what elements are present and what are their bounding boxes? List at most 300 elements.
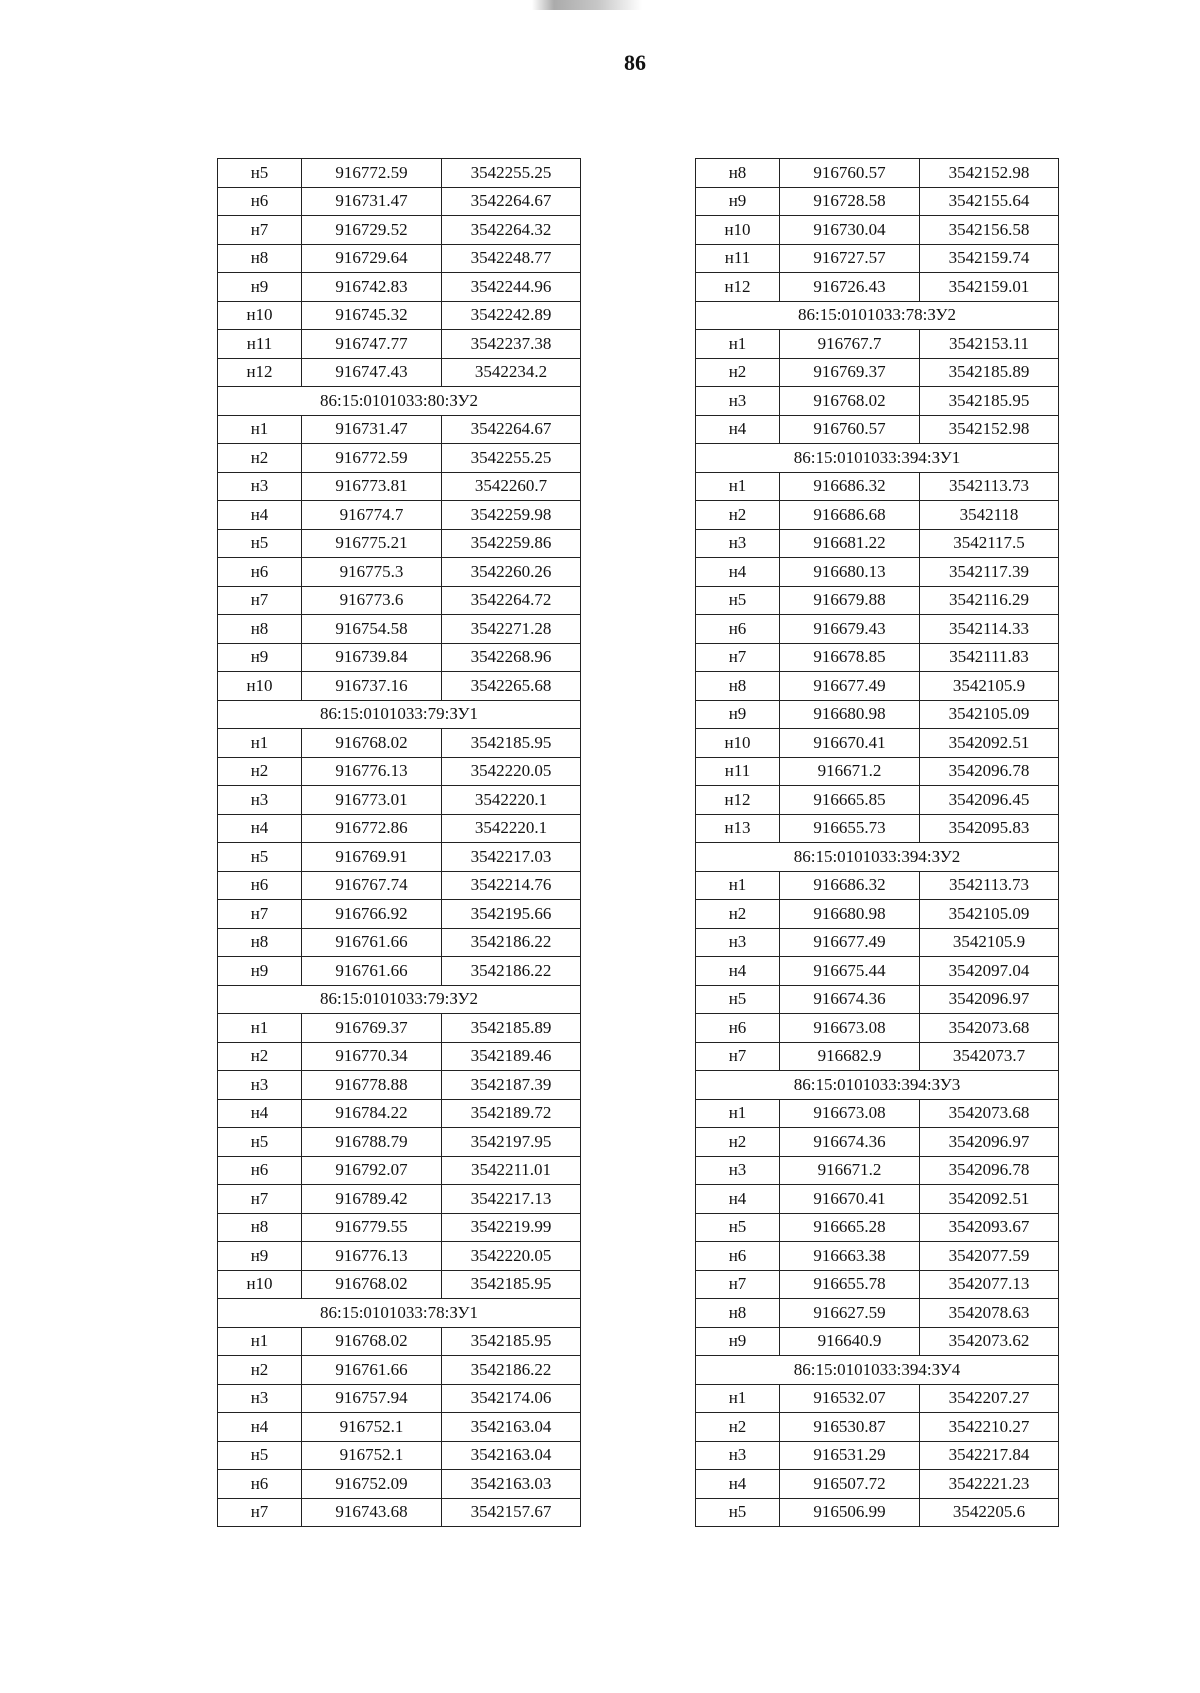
x-coordinate-cell: 916772.59	[302, 444, 442, 473]
x-coordinate-cell: 916678.85	[780, 643, 920, 672]
table-row	[696, 900, 1059, 929]
x-coordinate-cell: 916788.79	[302, 1128, 442, 1157]
x-coordinate-cell: 916757.94	[302, 1384, 442, 1413]
y-coordinate-cell: 3542113.73	[920, 472, 1059, 501]
table-row	[696, 159, 1059, 188]
x-coordinate-cell: 916773.01	[302, 786, 442, 815]
x-coordinate-cell: 916778.88	[302, 1071, 442, 1100]
point-id-cell: н9	[218, 643, 302, 672]
x-coordinate-cell: 916663.38	[780, 1242, 920, 1271]
x-coordinate-cell: 916779.55	[302, 1213, 442, 1242]
table-row	[696, 472, 1059, 501]
x-coordinate-cell: 916729.52	[302, 216, 442, 245]
table-row	[696, 529, 1059, 558]
y-coordinate-cell: 3542264.32	[442, 216, 581, 245]
point-id-cell: н7	[218, 586, 302, 615]
table-row	[218, 1470, 581, 1499]
point-id-cell: н5	[696, 1498, 780, 1527]
table-row	[218, 643, 581, 672]
x-coordinate-cell: 916686.68	[780, 501, 920, 530]
table-row	[696, 786, 1059, 815]
point-id-cell: н12	[696, 786, 780, 815]
x-coordinate-cell: 916752.1	[302, 1413, 442, 1442]
table-row	[696, 615, 1059, 644]
table-row	[696, 558, 1059, 587]
parcel-cadastral-number: 86:15:0101033:79:ЗУ1	[218, 700, 581, 729]
table-row	[218, 558, 581, 587]
x-coordinate-cell: 916680.98	[780, 700, 920, 729]
x-coordinate-cell: 916674.36	[780, 1128, 920, 1157]
point-id-cell: н7	[218, 900, 302, 929]
x-coordinate-cell: 916680.98	[780, 900, 920, 929]
point-id-cell: н2	[218, 757, 302, 786]
table-row	[696, 1498, 1059, 1527]
point-id-cell: н1	[218, 415, 302, 444]
y-coordinate-cell: 3542105.09	[920, 900, 1059, 929]
y-coordinate-cell: 3542157.67	[442, 1498, 581, 1527]
y-coordinate-cell: 3542159.74	[920, 244, 1059, 273]
x-coordinate-cell: 916727.57	[780, 244, 920, 273]
x-coordinate-cell: 916752.1	[302, 1441, 442, 1470]
table-row	[696, 672, 1059, 701]
table-row	[696, 358, 1059, 387]
point-id-cell: н5	[218, 159, 302, 188]
point-id-cell: н2	[696, 501, 780, 530]
y-coordinate-cell: 3542217.03	[442, 843, 581, 872]
table-row	[218, 1270, 581, 1299]
point-id-cell: н7	[696, 643, 780, 672]
x-coordinate-cell: 916730.04	[780, 216, 920, 245]
table-row	[696, 700, 1059, 729]
point-id-cell: н1	[696, 1099, 780, 1128]
y-coordinate-cell: 3542189.72	[442, 1099, 581, 1128]
table-row	[696, 1299, 1059, 1328]
x-coordinate-cell: 916760.57	[780, 159, 920, 188]
x-coordinate-cell: 916747.43	[302, 358, 442, 387]
x-coordinate-cell: 916775.3	[302, 558, 442, 587]
x-coordinate-cell: 916729.64	[302, 244, 442, 273]
x-coordinate-cell: 916768.02	[780, 387, 920, 416]
y-coordinate-cell: 3542195.66	[442, 900, 581, 929]
point-id-cell: н3	[218, 1384, 302, 1413]
y-coordinate-cell: 3542118	[920, 501, 1059, 530]
x-coordinate-cell: 916769.37	[302, 1014, 442, 1043]
point-id-cell: н3	[696, 529, 780, 558]
y-coordinate-cell: 3542097.04	[920, 957, 1059, 986]
x-coordinate-cell: 916776.13	[302, 1242, 442, 1271]
point-id-cell: н5	[218, 529, 302, 558]
table-row	[696, 187, 1059, 216]
point-id-cell: н4	[218, 814, 302, 843]
point-id-cell: н2	[218, 1042, 302, 1071]
table-row	[218, 358, 581, 387]
table-row	[218, 330, 581, 359]
point-id-cell: н6	[696, 1242, 780, 1271]
table-row	[696, 1327, 1059, 1356]
point-id-cell: н2	[218, 444, 302, 473]
x-coordinate-cell: 916742.83	[302, 273, 442, 302]
table-row	[218, 586, 581, 615]
y-coordinate-cell: 3542205.6	[920, 1498, 1059, 1527]
point-id-cell: н4	[696, 415, 780, 444]
point-id-cell: н9	[696, 1327, 780, 1356]
y-coordinate-cell: 3542152.98	[920, 159, 1059, 188]
x-coordinate-cell: 916768.02	[302, 1270, 442, 1299]
table-row	[218, 301, 581, 330]
point-id-cell: н11	[218, 330, 302, 359]
y-coordinate-cell: 3542113.73	[920, 871, 1059, 900]
point-id-cell: н1	[218, 729, 302, 758]
parcel-cadastral-number: 86:15:0101033:80:ЗУ2	[218, 387, 581, 416]
x-coordinate-cell: 916761.66	[302, 1356, 442, 1385]
point-id-cell: н1	[696, 1384, 780, 1413]
point-id-cell: н10	[218, 301, 302, 330]
y-coordinate-cell: 3542214.76	[442, 871, 581, 900]
point-id-cell: н12	[696, 273, 780, 302]
table-row	[696, 643, 1059, 672]
table-row	[218, 159, 581, 188]
table-row	[696, 757, 1059, 786]
x-coordinate-cell: 916766.92	[302, 900, 442, 929]
y-coordinate-cell: 3542163.04	[442, 1441, 581, 1470]
table-row	[218, 814, 581, 843]
x-coordinate-cell: 916761.66	[302, 928, 442, 957]
parcel-cadastral-number: 86:15:0101033:394:ЗУ4	[696, 1356, 1059, 1385]
table-row	[218, 415, 581, 444]
y-coordinate-cell: 3542220.05	[442, 757, 581, 786]
x-coordinate-cell: 916679.88	[780, 586, 920, 615]
table-row	[218, 900, 581, 929]
table-row	[696, 1384, 1059, 1413]
table-row	[696, 501, 1059, 530]
x-coordinate-cell: 916789.42	[302, 1185, 442, 1214]
y-coordinate-cell: 3542189.46	[442, 1042, 581, 1071]
table-row	[218, 729, 581, 758]
y-coordinate-cell: 3542221.23	[920, 1470, 1059, 1499]
table-row	[218, 843, 581, 872]
y-coordinate-cell: 3542259.86	[442, 529, 581, 558]
y-coordinate-cell: 3542244.96	[442, 273, 581, 302]
x-coordinate-cell: 916768.02	[302, 1327, 442, 1356]
table-row	[218, 928, 581, 957]
x-coordinate-cell: 916677.49	[780, 672, 920, 701]
x-coordinate-cell: 916681.22	[780, 529, 920, 558]
y-coordinate-cell: 3542248.77	[442, 244, 581, 273]
table-row	[696, 586, 1059, 615]
point-id-cell: н3	[696, 1441, 780, 1470]
point-id-cell: н10	[696, 729, 780, 758]
x-coordinate-cell: 916792.07	[302, 1156, 442, 1185]
point-id-cell: н5	[696, 1213, 780, 1242]
y-coordinate-cell: 3542096.97	[920, 985, 1059, 1014]
x-coordinate-cell: 916507.72	[780, 1470, 920, 1499]
point-id-cell: н9	[218, 1242, 302, 1271]
y-coordinate-cell: 3542260.7	[442, 472, 581, 501]
x-coordinate-cell: 916784.22	[302, 1099, 442, 1128]
table-row	[696, 216, 1059, 245]
y-coordinate-cell: 3542255.25	[442, 159, 581, 188]
x-coordinate-cell: 916680.13	[780, 558, 920, 587]
point-id-cell: н7	[696, 1270, 780, 1299]
y-coordinate-cell: 3542264.67	[442, 187, 581, 216]
x-coordinate-cell: 916770.34	[302, 1042, 442, 1071]
point-id-cell: н9	[696, 700, 780, 729]
table-row	[218, 1384, 581, 1413]
table-row	[696, 985, 1059, 1014]
x-coordinate-cell: 916731.47	[302, 415, 442, 444]
point-id-cell: н2	[696, 1413, 780, 1442]
parcel-header-row	[218, 1299, 581, 1328]
x-coordinate-cell: 916760.57	[780, 415, 920, 444]
y-coordinate-cell: 3542077.59	[920, 1242, 1059, 1271]
parcel-header-row	[218, 700, 581, 729]
y-coordinate-cell: 3542185.95	[442, 1327, 581, 1356]
x-coordinate-cell: 916670.41	[780, 729, 920, 758]
y-coordinate-cell: 3542220.1	[442, 814, 581, 843]
point-id-cell: н8	[696, 159, 780, 188]
point-id-cell: н6	[696, 1014, 780, 1043]
x-coordinate-cell: 916745.32	[302, 301, 442, 330]
x-coordinate-cell: 916673.08	[780, 1099, 920, 1128]
y-coordinate-cell: 3542078.63	[920, 1299, 1059, 1328]
y-coordinate-cell: 3542073.7	[920, 1042, 1059, 1071]
table-row	[696, 330, 1059, 359]
point-id-cell: н5	[218, 1128, 302, 1157]
point-id-cell: н8	[218, 615, 302, 644]
table-row	[696, 415, 1059, 444]
point-id-cell: н4	[696, 1470, 780, 1499]
table-row	[218, 1185, 581, 1214]
table-row	[218, 1327, 581, 1356]
table-row	[696, 1014, 1059, 1043]
x-coordinate-cell: 916769.37	[780, 358, 920, 387]
x-coordinate-cell: 916677.49	[780, 928, 920, 957]
point-id-cell: н2	[696, 358, 780, 387]
x-coordinate-cell: 916674.36	[780, 985, 920, 1014]
table-row	[218, 1156, 581, 1185]
y-coordinate-cell: 3542073.68	[920, 1099, 1059, 1128]
y-coordinate-cell: 3542096.97	[920, 1128, 1059, 1157]
y-coordinate-cell: 3542219.99	[442, 1213, 581, 1242]
y-coordinate-cell: 3542185.95	[442, 729, 581, 758]
y-coordinate-cell: 3542260.26	[442, 558, 581, 587]
x-coordinate-cell: 916665.85	[780, 786, 920, 815]
x-coordinate-cell: 916531.29	[780, 1441, 920, 1470]
y-coordinate-cell: 3542268.96	[442, 643, 581, 672]
y-coordinate-cell: 3542105.9	[920, 928, 1059, 957]
table-row	[696, 1185, 1059, 1214]
table-row	[218, 529, 581, 558]
table-row	[696, 1128, 1059, 1157]
x-coordinate-cell: 916671.2	[780, 757, 920, 786]
y-coordinate-cell: 3542155.64	[920, 187, 1059, 216]
y-coordinate-cell: 3542096.45	[920, 786, 1059, 815]
table-row	[696, 1441, 1059, 1470]
scan-artifact	[532, 0, 642, 10]
x-coordinate-cell: 916728.58	[780, 187, 920, 216]
x-coordinate-cell: 916665.28	[780, 1213, 920, 1242]
y-coordinate-cell: 3542271.28	[442, 615, 581, 644]
y-coordinate-cell: 3542116.29	[920, 586, 1059, 615]
point-id-cell: н4	[696, 1185, 780, 1214]
point-id-cell: н4	[218, 501, 302, 530]
point-id-cell: н6	[696, 615, 780, 644]
table-row	[696, 1099, 1059, 1128]
y-coordinate-cell: 3542093.67	[920, 1213, 1059, 1242]
x-coordinate-cell: 916769.91	[302, 843, 442, 872]
y-coordinate-cell: 3542153.11	[920, 330, 1059, 359]
parcel-cadastral-number: 86:15:0101033:394:ЗУ2	[696, 843, 1059, 872]
point-id-cell: н7	[218, 216, 302, 245]
y-coordinate-cell: 3542105.9	[920, 672, 1059, 701]
y-coordinate-cell: 3542163.03	[442, 1470, 581, 1499]
y-coordinate-cell: 3542114.33	[920, 615, 1059, 644]
y-coordinate-cell: 3542234.2	[442, 358, 581, 387]
x-coordinate-cell: 916774.7	[302, 501, 442, 530]
table-row	[218, 1099, 581, 1128]
x-coordinate-cell: 916673.08	[780, 1014, 920, 1043]
y-coordinate-cell: 3542264.67	[442, 415, 581, 444]
x-coordinate-cell: 916767.7	[780, 330, 920, 359]
x-coordinate-cell: 916772.86	[302, 814, 442, 843]
table-row	[218, 244, 581, 273]
y-coordinate-cell: 3542095.83	[920, 814, 1059, 843]
y-coordinate-cell: 3542259.98	[442, 501, 581, 530]
parcel-cadastral-number: 86:15:0101033:394:ЗУ1	[696, 444, 1059, 473]
y-coordinate-cell: 3542096.78	[920, 757, 1059, 786]
parcel-header-row	[218, 387, 581, 416]
point-id-cell: н1	[696, 330, 780, 359]
parcel-header-row	[696, 1071, 1059, 1100]
table-row	[218, 1356, 581, 1385]
x-coordinate-cell: 916532.07	[780, 1384, 920, 1413]
point-id-cell: н3	[696, 387, 780, 416]
point-id-cell: н2	[218, 1356, 302, 1385]
point-id-cell: н10	[218, 1270, 302, 1299]
table-row	[218, 957, 581, 986]
table-row	[218, 1128, 581, 1157]
y-coordinate-cell: 3542152.98	[920, 415, 1059, 444]
y-coordinate-cell: 3542217.84	[920, 1441, 1059, 1470]
y-coordinate-cell: 3542156.58	[920, 216, 1059, 245]
x-coordinate-cell: 916679.43	[780, 615, 920, 644]
x-coordinate-cell: 916530.87	[780, 1413, 920, 1442]
table-row	[218, 1413, 581, 1442]
table-row	[218, 1014, 581, 1043]
table-row	[218, 472, 581, 501]
point-id-cell: н4	[696, 558, 780, 587]
table-row	[218, 1441, 581, 1470]
point-id-cell: н12	[218, 358, 302, 387]
y-coordinate-cell: 3542073.68	[920, 1014, 1059, 1043]
y-coordinate-cell: 3542264.72	[442, 586, 581, 615]
table-row	[696, 1470, 1059, 1499]
x-coordinate-cell: 916682.9	[780, 1042, 920, 1071]
parcel-cadastral-number: 86:15:0101033:78:ЗУ2	[696, 301, 1059, 330]
point-id-cell: н3	[218, 472, 302, 501]
y-coordinate-cell: 3542092.51	[920, 1185, 1059, 1214]
x-coordinate-cell: 916772.59	[302, 159, 442, 188]
y-coordinate-cell: 3542096.78	[920, 1156, 1059, 1185]
table-row	[696, 814, 1059, 843]
table-row	[696, 1213, 1059, 1242]
table-row	[696, 1156, 1059, 1185]
x-coordinate-cell: 916773.6	[302, 586, 442, 615]
table-row	[696, 957, 1059, 986]
table-row	[218, 672, 581, 701]
y-coordinate-cell: 3542197.95	[442, 1128, 581, 1157]
point-id-cell: н3	[218, 786, 302, 815]
coordinates-table-left	[217, 158, 581, 1527]
point-id-cell: н2	[696, 900, 780, 929]
point-id-cell: н6	[218, 871, 302, 900]
table-row	[218, 1498, 581, 1527]
point-id-cell: н6	[218, 1470, 302, 1499]
table-row	[218, 1071, 581, 1100]
point-id-cell: н9	[218, 957, 302, 986]
x-coordinate-cell: 916686.32	[780, 871, 920, 900]
x-coordinate-cell: 916655.78	[780, 1270, 920, 1299]
point-id-cell: н8	[696, 672, 780, 701]
point-id-cell: н8	[696, 1299, 780, 1328]
point-id-cell: н11	[696, 244, 780, 273]
x-coordinate-cell: 916739.84	[302, 643, 442, 672]
point-id-cell: н6	[218, 558, 302, 587]
table-row	[696, 1242, 1059, 1271]
y-coordinate-cell: 3542186.22	[442, 957, 581, 986]
y-coordinate-cell: 3542073.62	[920, 1327, 1059, 1356]
x-coordinate-cell: 916776.13	[302, 757, 442, 786]
table-row	[218, 786, 581, 815]
x-coordinate-cell: 916726.43	[780, 273, 920, 302]
x-coordinate-cell: 916671.2	[780, 1156, 920, 1185]
table-row	[218, 871, 581, 900]
point-id-cell: н4	[218, 1099, 302, 1128]
y-coordinate-cell: 3542174.06	[442, 1384, 581, 1413]
table-row	[218, 501, 581, 530]
table-row	[696, 244, 1059, 273]
point-id-cell: н5	[696, 586, 780, 615]
parcel-header-row	[696, 1356, 1059, 1385]
point-id-cell: н8	[218, 928, 302, 957]
table-row	[696, 871, 1059, 900]
table-row	[696, 1042, 1059, 1071]
point-id-cell: н4	[696, 957, 780, 986]
y-coordinate-cell: 3542117.39	[920, 558, 1059, 587]
table-row	[218, 273, 581, 302]
x-coordinate-cell: 916747.77	[302, 330, 442, 359]
parcel-cadastral-number: 86:15:0101033:394:ЗУ3	[696, 1071, 1059, 1100]
x-coordinate-cell: 916754.58	[302, 615, 442, 644]
table-row	[218, 1242, 581, 1271]
coordinates-table-right	[695, 158, 1059, 1527]
point-id-cell: н10	[218, 672, 302, 701]
y-coordinate-cell: 3542159.01	[920, 273, 1059, 302]
table-row	[218, 187, 581, 216]
point-id-cell: н5	[696, 985, 780, 1014]
table-row	[218, 1042, 581, 1071]
parcel-cadastral-number: 86:15:0101033:78:ЗУ1	[218, 1299, 581, 1328]
point-id-cell: н6	[218, 1156, 302, 1185]
point-id-cell: н13	[696, 814, 780, 843]
table-row	[696, 273, 1059, 302]
y-coordinate-cell: 3542217.13	[442, 1185, 581, 1214]
y-coordinate-cell: 3542237.38	[442, 330, 581, 359]
y-coordinate-cell: 3542211.01	[442, 1156, 581, 1185]
table-row	[218, 444, 581, 473]
point-id-cell: н5	[218, 1441, 302, 1470]
x-coordinate-cell: 916670.41	[780, 1185, 920, 1214]
